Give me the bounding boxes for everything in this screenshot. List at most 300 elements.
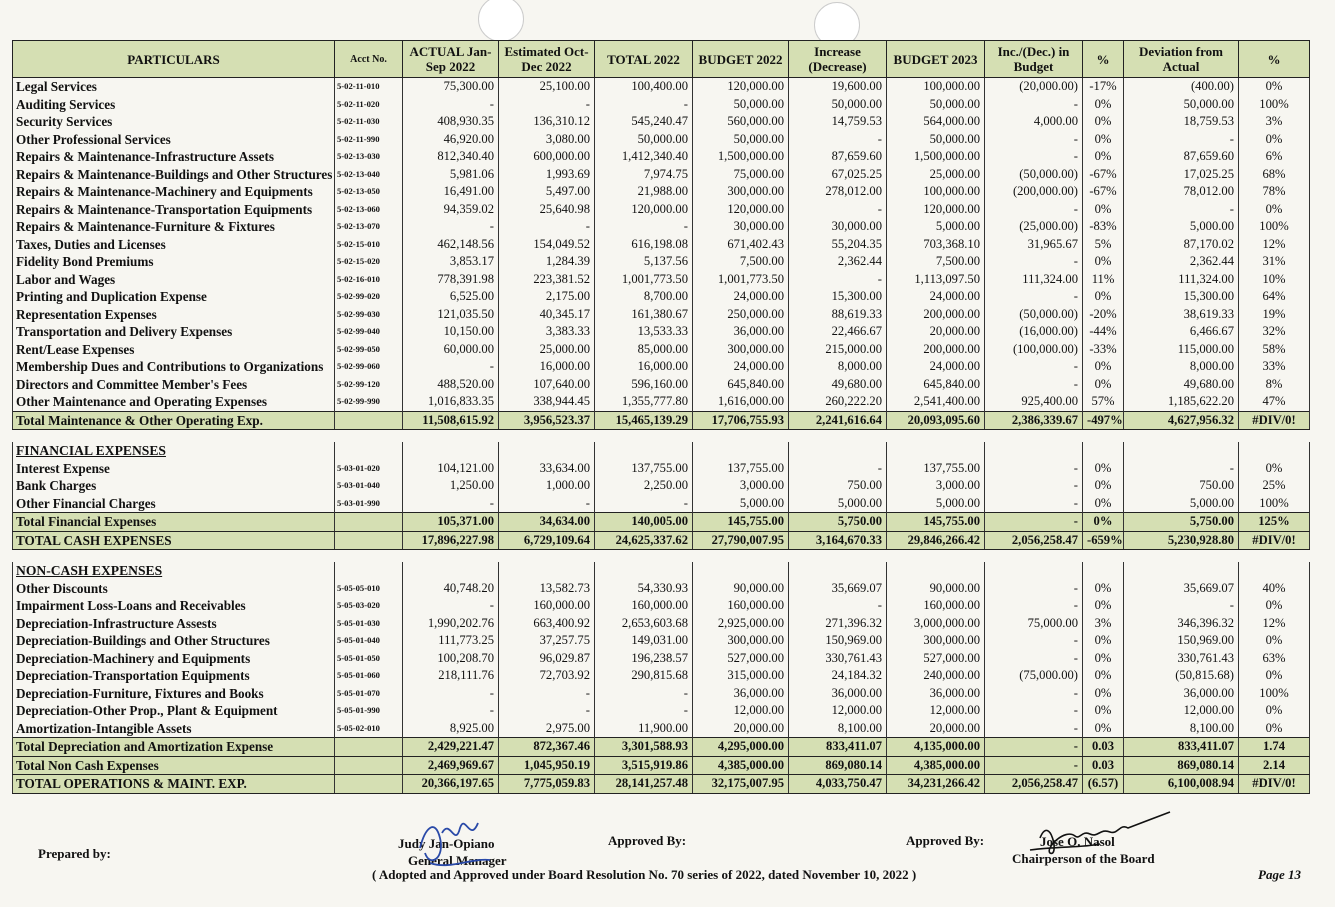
cell-budget-2023: 145,755.00 xyxy=(887,513,985,532)
cell-estimated: 663,400.92 xyxy=(499,615,595,633)
cell-total-2022: 149,031.00 xyxy=(595,632,693,650)
cell-actual: 2,469,969.67 xyxy=(403,756,499,775)
cell-actual: 40,748.20 xyxy=(403,580,499,598)
cell-estimated: 25,640.98 xyxy=(499,201,595,219)
cell-increase-decrease: 2,362.44 xyxy=(789,253,887,271)
cell-deviation: 115,000.00 xyxy=(1124,341,1239,359)
cell-budget-2022: 32,175,007.95 xyxy=(693,775,789,794)
cell-total-2022: 160,000.00 xyxy=(595,597,693,615)
cell-particulars: Labor and Wages xyxy=(13,271,335,289)
cell-acct-no: 5-02-15-020 xyxy=(335,253,403,271)
cell-total-2022: 1,412,340.40 xyxy=(595,148,693,166)
cell-inc-dec-budget: - xyxy=(985,720,1083,738)
cell-actual: 20,366,197.65 xyxy=(403,775,499,794)
cell-budget-2022: 20,000.00 xyxy=(693,720,789,738)
cell-increase-decrease: 330,761.43 xyxy=(789,650,887,668)
cell-budget-2022: 50,000.00 xyxy=(693,131,789,149)
cell-actual: 105,371.00 xyxy=(403,513,499,532)
table-row xyxy=(13,288,1310,306)
cell-total-2022: 16,000.00 xyxy=(595,358,693,376)
cell-percent-2: #DIV/0! xyxy=(1239,531,1310,550)
cell-percent: -44% xyxy=(1083,323,1124,341)
table-row xyxy=(13,650,1310,668)
cell-particulars: Interest Expense xyxy=(13,460,335,478)
cell-deviation: 49,680.00 xyxy=(1124,376,1239,394)
cell-particulars: Depreciation-Other Prop., Plant & Equipment xyxy=(13,702,335,720)
cell-budget-2023: 200,000.00 xyxy=(887,341,985,359)
cell-acct-no: 5-02-13-050 xyxy=(335,183,403,201)
cell-acct-no: 5-05-05-010 xyxy=(335,580,403,598)
cell-total-2022: 28,141,257.48 xyxy=(595,775,693,794)
cell-increase-decrease: 12,000.00 xyxy=(789,702,887,720)
cell-increase-decrease: 750.00 xyxy=(789,477,887,495)
cell-acct-no: 5-05-03-020 xyxy=(335,597,403,615)
cell-particulars: Total Financial Expenses xyxy=(13,513,335,532)
cell-estimated: 1,993.69 xyxy=(499,166,595,184)
cell-inc-dec-budget: (50,000.00) xyxy=(985,306,1083,324)
cell-deviation: 38,619.33 xyxy=(1124,306,1239,324)
cell-actual: 8,925.00 xyxy=(403,720,499,738)
cell-budget-2022: 4,295,000.00 xyxy=(693,738,789,757)
cell-particulars: Depreciation-Furniture, Fixtures and Books xyxy=(13,685,335,703)
cell-budget-2022: 315,000.00 xyxy=(693,667,789,685)
cell-inc-dec-budget: 31,965.67 xyxy=(985,236,1083,254)
cell-deviation: 8,000.00 xyxy=(1124,358,1239,376)
cell-budget-2022: 137,755.00 xyxy=(693,460,789,478)
cell-budget-2022: 50,000.00 xyxy=(693,96,789,114)
cell-deviation: 87,170.02 xyxy=(1124,236,1239,254)
header-percent: % xyxy=(1083,41,1124,78)
cell-actual: 75,300.00 xyxy=(403,78,499,96)
cell-percent: -83% xyxy=(1083,218,1124,236)
cell-increase-decrease: 2,241,616.64 xyxy=(789,411,887,430)
cell-acct-no: 5-02-11-990 xyxy=(335,131,403,149)
cell-total-2022: 137,755.00 xyxy=(595,460,693,478)
cell-percent: -67% xyxy=(1083,183,1124,201)
cell-deviation: 12,000.00 xyxy=(1124,702,1239,720)
cell-inc-dec-budget: - xyxy=(985,288,1083,306)
cell-budget-2022: 36,000.00 xyxy=(693,685,789,703)
cell-budget-2023: 100,000.00 xyxy=(887,183,985,201)
empty-cell xyxy=(985,562,1083,580)
cell-inc-dec-budget: - xyxy=(985,358,1083,376)
empty-cell xyxy=(1083,562,1124,580)
cell-acct-no: 5-02-99-040 xyxy=(335,323,403,341)
cell-budget-2022: 5,000.00 xyxy=(693,495,789,513)
cell-percent-2: 3% xyxy=(1239,113,1310,131)
cell-budget-2022: 4,385,000.00 xyxy=(693,756,789,775)
header-actual: ACTUAL Jan-Sep 2022 xyxy=(403,41,499,78)
cell-budget-2023: 564,000.00 xyxy=(887,113,985,131)
header-row xyxy=(13,41,1310,78)
cell-deviation: (400.00) xyxy=(1124,78,1239,96)
cell-increase-decrease: 5,000.00 xyxy=(789,495,887,513)
cell-budget-2022: 560,000.00 xyxy=(693,113,789,131)
cell-increase-decrease: 14,759.53 xyxy=(789,113,887,131)
cell-particulars: Total Non Cash Expenses xyxy=(13,756,335,775)
cell-estimated: 72,703.92 xyxy=(499,667,595,685)
cell-budget-2022: 17,706,755.93 xyxy=(693,411,789,430)
cell-increase-decrease: 87,659.60 xyxy=(789,148,887,166)
cell-particulars: Other Maintenance and Operating Expenses xyxy=(13,393,335,411)
cell-increase-decrease: 49,680.00 xyxy=(789,376,887,394)
cell-estimated: 96,029.87 xyxy=(499,650,595,668)
cell-inc-dec-budget: - xyxy=(985,148,1083,166)
cell-budget-2022: 120,000.00 xyxy=(693,78,789,96)
table-row xyxy=(13,376,1310,394)
cell-estimated: 107,640.00 xyxy=(499,376,595,394)
cell-acct-no: 5-03-01-020 xyxy=(335,460,403,478)
cell-acct-no: 5-05-02-010 xyxy=(335,720,403,738)
cell-particulars: TOTAL CASH EXPENSES xyxy=(13,531,335,550)
cell-budget-2023: 7,500.00 xyxy=(887,253,985,271)
cell-inc-dec-budget: - xyxy=(985,685,1083,703)
cell-percent: 0% xyxy=(1083,720,1124,738)
cell-acct-no: 5-02-99-060 xyxy=(335,358,403,376)
cell-percent: 0% xyxy=(1083,632,1124,650)
cell-total-2022: - xyxy=(595,702,693,720)
cell-inc-dec-budget: 75,000.00 xyxy=(985,615,1083,633)
cell-inc-dec-budget: - xyxy=(985,513,1083,532)
header-increase-decrease: Increase (Decrease) xyxy=(789,41,887,78)
cell-percent-2: 78% xyxy=(1239,183,1310,201)
cell-increase-decrease: 67,025.25 xyxy=(789,166,887,184)
cell-estimated: 37,257.75 xyxy=(499,632,595,650)
cell-budget-2023: 3,000.00 xyxy=(887,477,985,495)
cell-total-2022: - xyxy=(595,495,693,513)
cell-budget-2022: 30,000.00 xyxy=(693,218,789,236)
cell-budget-2023: 120,000.00 xyxy=(887,201,985,219)
empty-cell xyxy=(335,562,403,580)
cell-inc-dec-budget: - xyxy=(985,650,1083,668)
empty-cell xyxy=(1124,442,1239,460)
cell-actual: 46,920.00 xyxy=(403,131,499,149)
cell-actual: 778,391.98 xyxy=(403,271,499,289)
cell-percent: 57% xyxy=(1083,393,1124,411)
cell-increase-decrease: 30,000.00 xyxy=(789,218,887,236)
cell-percent: 11% xyxy=(1083,271,1124,289)
cell-total-2022: 85,000.00 xyxy=(595,341,693,359)
cell-increase-decrease: - xyxy=(789,131,887,149)
cell-percent-2: 63% xyxy=(1239,650,1310,668)
cell-acct-no: 5-02-11-020 xyxy=(335,96,403,114)
cell-budget-2022: 2,925,000.00 xyxy=(693,615,789,633)
table-row xyxy=(13,271,1310,289)
cell-estimated: 34,634.00 xyxy=(499,513,595,532)
cell-deviation: 8,100.00 xyxy=(1124,720,1239,738)
cell-percent-2: #DIV/0! xyxy=(1239,775,1310,794)
cell-percent: 0% xyxy=(1083,495,1124,513)
cell-increase-decrease: 19,600.00 xyxy=(789,78,887,96)
cell-budget-2023: 90,000.00 xyxy=(887,580,985,598)
header-total-2022: TOTAL 2022 xyxy=(595,41,693,78)
cell-percent: 0% xyxy=(1083,597,1124,615)
cell-actual: 2,429,221.47 xyxy=(403,738,499,757)
cell-percent: -497% xyxy=(1083,411,1124,430)
cell-particulars: Total Depreciation and Amortization Expense xyxy=(13,738,335,757)
cell-actual: 100,208.70 xyxy=(403,650,499,668)
cell-percent-2: 40% xyxy=(1239,580,1310,598)
cell-particulars: Other Financial Charges xyxy=(13,495,335,513)
cell-estimated: 25,100.00 xyxy=(499,78,595,96)
table-row xyxy=(13,358,1310,376)
cell-percent-2: 32% xyxy=(1239,323,1310,341)
cell-budget-2023: 24,000.00 xyxy=(887,288,985,306)
cell-estimated: 1,045,950.19 xyxy=(499,756,595,775)
cell-particulars: Amortization-Intangible Assets xyxy=(13,720,335,738)
cell-particulars: Representation Expenses xyxy=(13,306,335,324)
cell-estimated: 13,582.73 xyxy=(499,580,595,598)
cell-acct-no: 5-03-01-990 xyxy=(335,495,403,513)
cell-inc-dec-budget: (50,000.00) xyxy=(985,166,1083,184)
table-row xyxy=(13,495,1310,513)
header-particulars: PARTICULARS xyxy=(13,41,335,78)
table-row xyxy=(13,201,1310,219)
cell-total-2022: 196,238.57 xyxy=(595,650,693,668)
cell-percent-2: 0% xyxy=(1239,720,1310,738)
table-row xyxy=(13,341,1310,359)
cell-particulars: Other Professional Services xyxy=(13,131,335,149)
cell-deviation: (50,815.68) xyxy=(1124,667,1239,685)
cell-percent-2: 25% xyxy=(1239,477,1310,495)
table-row xyxy=(13,96,1310,114)
cell-deviation: 15,300.00 xyxy=(1124,288,1239,306)
cell-increase-decrease: 278,012.00 xyxy=(789,183,887,201)
cell-inc-dec-budget: 111,324.00 xyxy=(985,271,1083,289)
empty-cell xyxy=(595,442,693,460)
cell-inc-dec-budget: (16,000.00) xyxy=(985,323,1083,341)
cell-estimated: - xyxy=(499,218,595,236)
table-row xyxy=(13,166,1310,184)
cell-total-2022: 3,301,588.93 xyxy=(595,738,693,757)
cell-inc-dec-budget: 2,056,258.47 xyxy=(985,775,1083,794)
cell-particulars: Bank Charges xyxy=(13,477,335,495)
cell-estimated: 16,000.00 xyxy=(499,358,595,376)
approved-by-label-1: Approved By: xyxy=(608,833,687,848)
cell-total-2022: 54,330.93 xyxy=(595,580,693,598)
cell-particulars: Fidelity Bond Premiums xyxy=(13,253,335,271)
cell-increase-decrease: 833,411.07 xyxy=(789,738,887,757)
cell-estimated: 2,175.00 xyxy=(499,288,595,306)
cell-budget-2023: 1,113,097.50 xyxy=(887,271,985,289)
cell-actual: - xyxy=(403,685,499,703)
empty-cell xyxy=(1083,442,1124,460)
cell-percent-2: #DIV/0! xyxy=(1239,411,1310,430)
cell-particulars: Repairs & Maintenance-Buildings and Other Structures xyxy=(13,166,335,184)
cell-deviation: 5,000.00 xyxy=(1124,495,1239,513)
adoption-note: ( Adopted and Approved under Board Resolution No. 70 series of 2022, dated November 10, 2022 ) xyxy=(372,867,917,882)
cell-percent-2: 0% xyxy=(1239,201,1310,219)
cell-inc-dec-budget: - xyxy=(985,201,1083,219)
cell-acct-no xyxy=(335,513,403,532)
cell-deviation: 36,000.00 xyxy=(1124,685,1239,703)
cell-deviation: 150,969.00 xyxy=(1124,632,1239,650)
table-row xyxy=(13,632,1310,650)
cell-deviation: 346,396.32 xyxy=(1124,615,1239,633)
cell-deviation: 833,411.07 xyxy=(1124,738,1239,757)
cell-increase-decrease: 15,300.00 xyxy=(789,288,887,306)
cell-acct-no: 5-02-11-010 xyxy=(335,78,403,96)
empty-cell xyxy=(403,442,499,460)
cell-percent-2: 19% xyxy=(1239,306,1310,324)
cell-inc-dec-budget: (20,000.00) xyxy=(985,78,1083,96)
budget-sheet xyxy=(12,40,1309,794)
cell-acct-no: 5-02-15-010 xyxy=(335,236,403,254)
cell-percent-2: 33% xyxy=(1239,358,1310,376)
table-row xyxy=(13,236,1310,254)
section-spacer xyxy=(13,550,1310,563)
cell-increase-decrease: 36,000.00 xyxy=(789,685,887,703)
table-row xyxy=(13,148,1310,166)
cell-estimated: 3,956,523.37 xyxy=(499,411,595,430)
cell-percent: 0% xyxy=(1083,96,1124,114)
cell-percent-2: 0% xyxy=(1239,460,1310,478)
empty-cell xyxy=(693,562,789,580)
cell-actual: 1,250.00 xyxy=(403,477,499,495)
cell-total-2022: 13,533.33 xyxy=(595,323,693,341)
cell-budget-2023: 527,000.00 xyxy=(887,650,985,668)
cell-particulars: Repairs & Maintenance-Furniture & Fixtures xyxy=(13,218,335,236)
header-estimated: Estimated Oct-Dec 2022 xyxy=(499,41,595,78)
cell-actual: 5,981.06 xyxy=(403,166,499,184)
cell-increase-decrease: - xyxy=(789,201,887,219)
cell-inc-dec-budget: 4,000.00 xyxy=(985,113,1083,131)
cell-percent-2: 0% xyxy=(1239,702,1310,720)
cell-percent: 0% xyxy=(1083,650,1124,668)
cell-total-2022: 1,355,777.80 xyxy=(595,393,693,411)
cell-actual: 218,111.76 xyxy=(403,667,499,685)
cell-deviation: 1,185,622.20 xyxy=(1124,393,1239,411)
cell-inc-dec-budget: 925,400.00 xyxy=(985,393,1083,411)
empty-cell xyxy=(335,442,403,460)
cell-budget-2022: 527,000.00 xyxy=(693,650,789,668)
chair-signature xyxy=(1020,808,1180,863)
cell-particulars: Membership Dues and Contributions to Organizations xyxy=(13,358,335,376)
cell-total-2022: - xyxy=(595,96,693,114)
table-row xyxy=(13,702,1310,720)
cell-inc-dec-budget: - xyxy=(985,460,1083,478)
cell-total-2022: 3,515,919.86 xyxy=(595,756,693,775)
cell-total-2022: 616,198.08 xyxy=(595,236,693,254)
cell-increase-decrease: 150,969.00 xyxy=(789,632,887,650)
cell-budget-2023: 137,755.00 xyxy=(887,460,985,478)
cell-budget-2022: 1,500,000.00 xyxy=(693,148,789,166)
section-heading: FINANCIAL EXPENSES xyxy=(13,442,335,460)
cell-budget-2023: 160,000.00 xyxy=(887,597,985,615)
cell-actual: 111,773.25 xyxy=(403,632,499,650)
cell-deviation: 6,100,008.94 xyxy=(1124,775,1239,794)
cell-acct-no xyxy=(335,531,403,550)
cell-inc-dec-budget: (75,000.00) xyxy=(985,667,1083,685)
cell-actual: 17,896,227.98 xyxy=(403,531,499,550)
cell-deviation: 6,466.67 xyxy=(1124,323,1239,341)
cell-actual: - xyxy=(403,218,499,236)
cell-deviation: 869,080.14 xyxy=(1124,756,1239,775)
cell-deviation: 35,669.07 xyxy=(1124,580,1239,598)
cell-particulars: Printing and Duplication Expense xyxy=(13,288,335,306)
cell-budget-2022: 120,000.00 xyxy=(693,201,789,219)
financial-heading-row xyxy=(13,442,1310,460)
cell-percent-2: 100% xyxy=(1239,495,1310,513)
cell-actual: 488,520.00 xyxy=(403,376,499,394)
cell-acct-no: 5-05-01-060 xyxy=(335,667,403,685)
cell-actual: 462,148.56 xyxy=(403,236,499,254)
cell-budget-2023: 12,000.00 xyxy=(887,702,985,720)
cell-estimated: 600,000.00 xyxy=(499,148,595,166)
cell-percent: 0% xyxy=(1083,702,1124,720)
cell-estimated: 25,000.00 xyxy=(499,341,595,359)
cell-particulars: Impairment Loss-Loans and Receivables xyxy=(13,597,335,615)
cell-particulars: Rent/Lease Expenses xyxy=(13,341,335,359)
table-row xyxy=(13,78,1310,96)
cell-actual: 812,340.40 xyxy=(403,148,499,166)
cell-total-2022: 5,137.56 xyxy=(595,253,693,271)
cell-estimated: - xyxy=(499,685,595,703)
cell-increase-decrease: - xyxy=(789,271,887,289)
cell-budget-2022: 300,000.00 xyxy=(693,341,789,359)
cell-inc-dec-budget: - xyxy=(985,738,1083,757)
cell-estimated: 3,383.33 xyxy=(499,323,595,341)
cell-increase-decrease: 88,619.33 xyxy=(789,306,887,324)
table-row xyxy=(13,720,1310,738)
cell-actual: - xyxy=(403,358,499,376)
cell-budget-2022: 145,755.00 xyxy=(693,513,789,532)
total-financial-row xyxy=(13,513,1310,532)
cell-budget-2023: 20,000.00 xyxy=(887,720,985,738)
cell-percent-2: 100% xyxy=(1239,685,1310,703)
cell-increase-decrease: 50,000.00 xyxy=(789,96,887,114)
cell-acct-no: 5-02-99-990 xyxy=(335,393,403,411)
cell-actual: - xyxy=(403,702,499,720)
cell-deviation: 5,230,928.80 xyxy=(1124,531,1239,550)
cell-percent: -20% xyxy=(1083,306,1124,324)
cell-total-2022: 161,380.67 xyxy=(595,306,693,324)
cell-acct-no: 5-05-01-030 xyxy=(335,615,403,633)
cell-increase-decrease: 215,000.00 xyxy=(789,341,887,359)
gm-title: General Manager xyxy=(408,853,507,868)
cell-increase-decrease: 5,750.00 xyxy=(789,513,887,532)
cell-deviation: - xyxy=(1124,597,1239,615)
cell-percent-2: 8% xyxy=(1239,376,1310,394)
cell-percent: 0% xyxy=(1083,513,1124,532)
cell-percent-2: 12% xyxy=(1239,236,1310,254)
cell-actual: - xyxy=(403,495,499,513)
page-number: Page 13 xyxy=(1258,867,1301,882)
header-inc-dec-budget: Inc./(Dec.) in Budget xyxy=(985,41,1083,78)
table-body xyxy=(13,78,1310,794)
cell-total-2022: 21,988.00 xyxy=(595,183,693,201)
cell-total-2022: - xyxy=(595,218,693,236)
cell-percent-2: 47% xyxy=(1239,393,1310,411)
cell-increase-decrease: - xyxy=(789,460,887,478)
cell-percent: 3% xyxy=(1083,615,1124,633)
cell-percent: 0% xyxy=(1083,667,1124,685)
cell-acct-no: 5-02-99-050 xyxy=(335,341,403,359)
cell-percent: 0% xyxy=(1083,148,1124,166)
table-row xyxy=(13,131,1310,149)
cell-deviation: 78,012.00 xyxy=(1124,183,1239,201)
cell-percent-2: 68% xyxy=(1239,166,1310,184)
cell-inc-dec-budget: - xyxy=(985,632,1083,650)
cell-percent: -67% xyxy=(1083,166,1124,184)
cell-actual: 121,035.50 xyxy=(403,306,499,324)
cell-percent: 0% xyxy=(1083,358,1124,376)
cell-percent-2: 2.14 xyxy=(1239,756,1310,775)
header-budget-2022: BUDGET 2022 xyxy=(693,41,789,78)
cell-particulars: Auditing Services xyxy=(13,96,335,114)
cell-budget-2022: 671,402.43 xyxy=(693,236,789,254)
table-row xyxy=(13,667,1310,685)
